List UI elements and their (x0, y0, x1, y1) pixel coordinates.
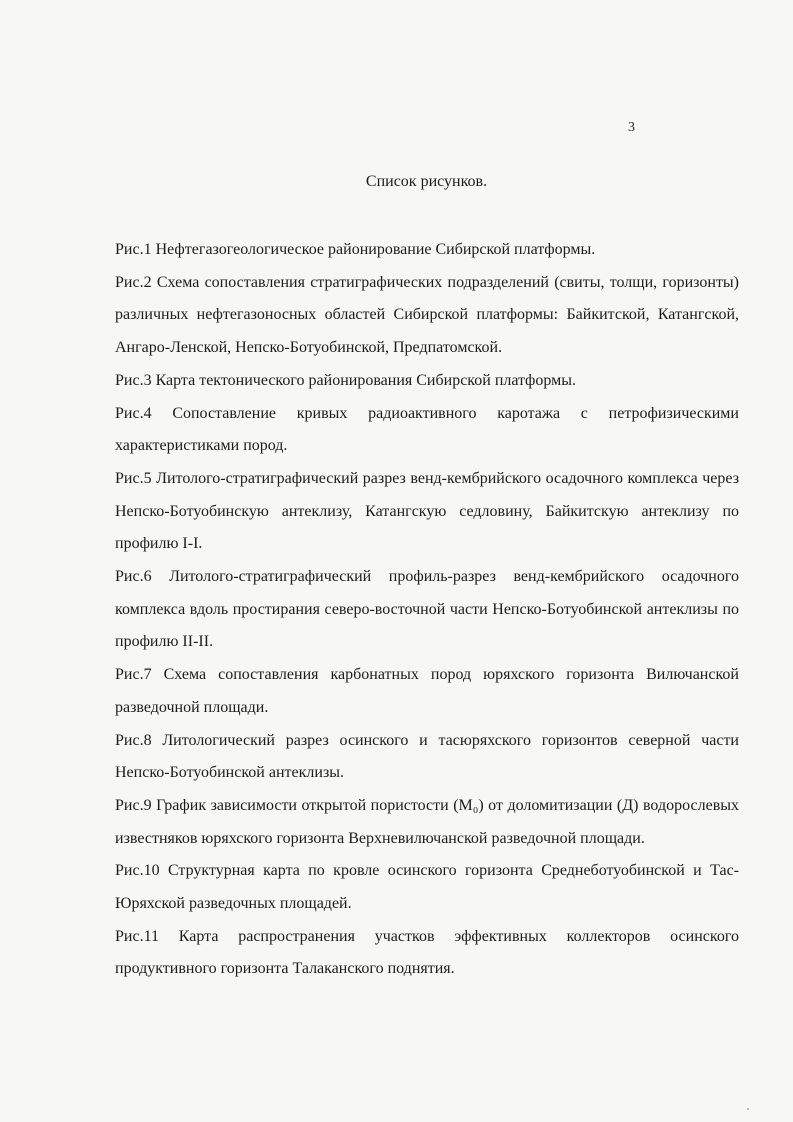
figure-number: Рис.5 (115, 469, 152, 487)
figure-number: Рис.11 (115, 927, 159, 945)
list-item (115, 855, 739, 920)
page-number: 3 (628, 120, 635, 135)
figure-number: Рис.2 (115, 273, 152, 291)
list-item (115, 267, 739, 365)
figure-caption: Схема сопоставления карбонатных пород юряхского горизонта Вилючанской разведочной площади. (115, 666, 739, 716)
figure-number: Рис.6 (115, 568, 152, 586)
figure-caption: Схема сопоставления стратиграфических подразделений (свиты, толщи, горизонты) различных нефтегазоносных областей Сибирской платформы: Байкитской, Катангской, Ангаро-Ленской, Непско-Ботуобинской, Предпатомской. (115, 273, 740, 357)
figure-caption: Карта распространения участков эффективных коллекторов осинского продуктивного горизонта Талаканского поднятия. (115, 927, 740, 978)
list-item (115, 790, 739, 855)
list-item (115, 659, 739, 724)
list-item (115, 921, 739, 986)
figure-number: Рис.4 (115, 404, 152, 422)
figure-caption: Структурная карта по кровле осинского горизонта Среднеботуобинской и Тас-Юряхской разведочных площадей. (115, 862, 739, 913)
list-item (115, 234, 739, 267)
list-item (115, 365, 739, 398)
list-item (115, 725, 739, 790)
figure-number: Рис.10 (115, 862, 160, 880)
figure-number: Рис.1 (115, 241, 152, 258)
figure-caption: Литолого-стратиграфический разрез венд-кембрийского осадочного комплекса через Непско-Ботуобинскую антеклизу, Катангскую седловину, Байкитскую антеклизу по профилю I-I. (115, 469, 740, 553)
figure-caption: Сопоставление кривых радиоактивного каротажа с петрофизическими характеристиками пород. (115, 404, 739, 455)
page-title: Список рисунков. (365, 173, 488, 190)
figure-number: Рис.3 (115, 371, 152, 389)
figure-number: Рис.7 (115, 666, 152, 684)
list-item (115, 561, 739, 659)
list-item (115, 463, 739, 561)
figure-number: Рис.8 (115, 731, 152, 749)
figure-caption: Карта тектонического районирования Сибирской платформы. (155, 371, 577, 389)
figure-list (115, 234, 739, 986)
figure-caption: Литологический разрез осинского и тасюряхского горизонтов северной части Непско-Ботуобинской антеклизы. (115, 731, 739, 782)
figure-caption: Литолого-стратиграфический профиль-разрез венд-кембрийского осадочного комплекса вдоль простирания северо-восточной части Непско-Ботуобинской антеклизы по профилю II-II. (115, 568, 739, 651)
list-item (115, 398, 739, 463)
figure-caption: График зависимости открытой пористости (М₀) от доломитизации (Д) водорослевых известняков юряхского горизонта Верхневилючанской разведочной площади. (115, 796, 739, 847)
scan-artifact (747, 1108, 749, 1110)
figure-caption: Нефтегазогеологическое районирование Сибирской платформы. (155, 241, 596, 258)
figure-number: Рис.9 (115, 796, 152, 814)
